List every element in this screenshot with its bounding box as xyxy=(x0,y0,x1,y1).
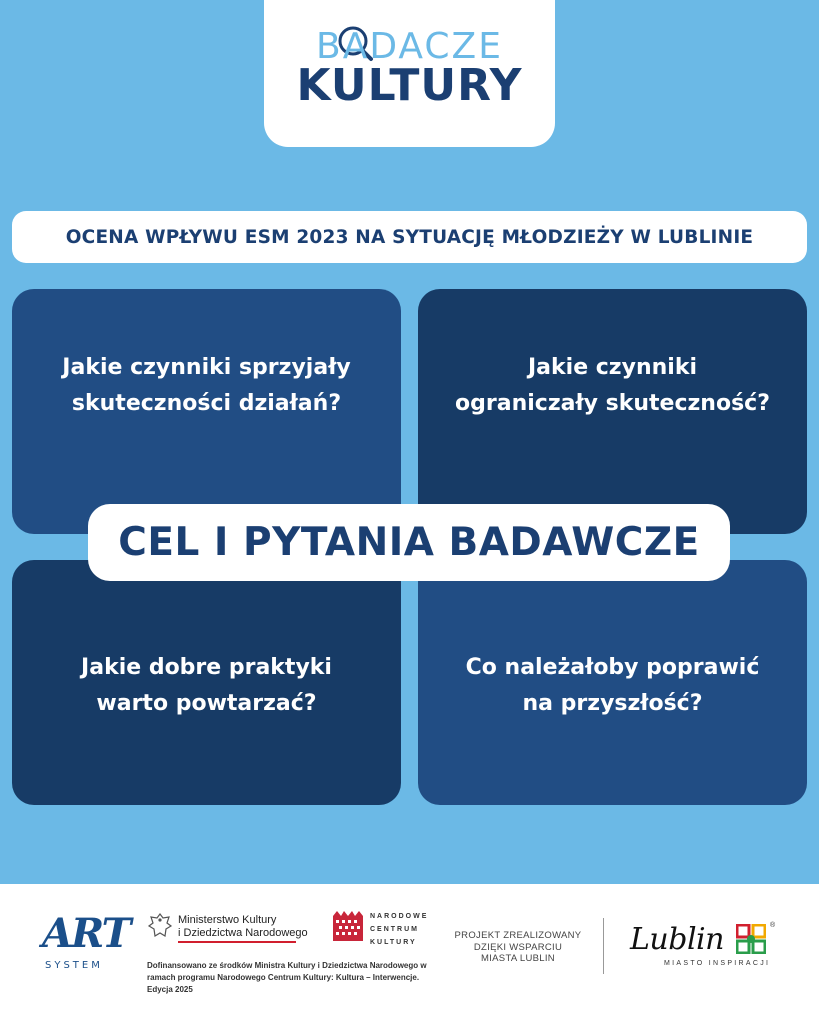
question-text xyxy=(455,350,770,422)
center-title: CEL I PYTANIA BADAWCZE xyxy=(118,520,700,565)
question-tile-4 xyxy=(418,560,807,805)
question-line: Jakie czynniki sprzyjały xyxy=(62,354,351,380)
question-text xyxy=(81,650,332,722)
question-line: Jakie dobre praktyki xyxy=(81,654,332,680)
subtitle-text: OCENA WPŁYWU ESM 2023 NA SYTUACJĘ MŁODZIEŻY W LUBLINIE xyxy=(65,226,754,248)
ministry-line: Ministerstwo Kultury xyxy=(178,914,277,926)
question-tile-2 xyxy=(418,289,807,534)
art-logo-main: ART xyxy=(42,910,130,957)
question-line: Co należałoby poprawić xyxy=(465,654,760,680)
lublin-emblem-icon xyxy=(736,924,766,954)
logo-card xyxy=(264,0,555,147)
project-note xyxy=(452,930,584,965)
logo-text-badacze: BADACZE xyxy=(316,26,503,67)
project-line: MIASTA LUBLIN xyxy=(481,953,555,964)
project-line: PROJEKT ZREALIZOWANY xyxy=(454,930,582,941)
project-line: DZIĘKI WSPARCIU xyxy=(473,941,563,953)
question-line: ograniczały skuteczność? xyxy=(455,390,770,416)
question-line: Jakie czynniki xyxy=(527,354,697,380)
nck-line: NARODOWE xyxy=(370,913,429,920)
ministry-name xyxy=(178,914,308,940)
sponsor-footer xyxy=(0,884,819,1024)
art-system-logo xyxy=(40,910,130,980)
question-tile-1 xyxy=(12,289,401,534)
question-line: na przyszłość? xyxy=(522,690,703,716)
lublin-logo-text: Lublin xyxy=(630,922,724,957)
question-text xyxy=(466,650,760,722)
subtitle-banner xyxy=(12,211,807,263)
ministry-red-bar xyxy=(178,941,296,943)
question-text xyxy=(62,350,350,422)
registered-mark: ® xyxy=(770,922,776,929)
nck-crown-icon xyxy=(332,910,364,942)
question-line: skuteczności działań? xyxy=(71,390,342,416)
footer-divider xyxy=(603,918,604,974)
ministry-line: i Dziedzictwa Narodowego xyxy=(178,927,308,939)
art-logo-sub: SYSTEM xyxy=(45,960,103,971)
funding-note: Dofinansowano ze środków Ministra Kultury i Dziedzictwa Narodowego w ramach programu Narodowego Centrum Kultury: Kultura – Interwencje. Edycja 2025 xyxy=(147,961,427,994)
logo-text-kultury: KULTURY xyxy=(296,60,523,111)
question-line: warto powtarzać? xyxy=(96,690,317,716)
nck-line: CENTRUM xyxy=(370,926,419,933)
nck-name xyxy=(370,910,428,949)
center-title-banner xyxy=(88,504,730,581)
question-tile-3 xyxy=(12,560,401,805)
lublin-tagline: MIASTO INSPIRACJI xyxy=(664,960,771,967)
eagle-emblem-icon xyxy=(147,912,173,942)
nck-line: KULTURY xyxy=(370,939,417,946)
